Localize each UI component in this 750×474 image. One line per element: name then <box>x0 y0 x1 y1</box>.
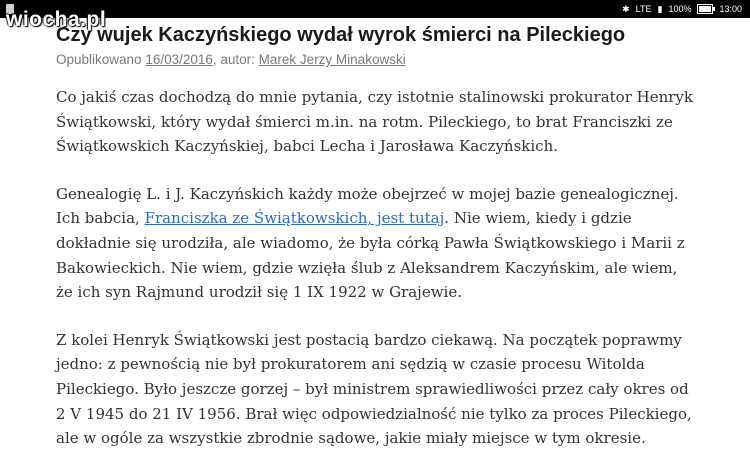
status-bar <box>0 0 750 18</box>
text-line: Bakowieckich. Nie wiem, gdzie wzięła ślub z Aleksandrem Kaczyńskim, ale wiem, <box>56 258 678 277</box>
article-meta <box>56 52 406 67</box>
text-line: Z kolei Henryk Świątkowski jest postacią bardzo ciekawą. Na początek poprawmy <box>56 330 682 349</box>
text-line: 2 V 1945 do 21 IV 1956. Brał więc odpowiedzialność nie tylko za proces Pileckiego, <box>56 404 692 423</box>
text-line: Co jakiś czas dochodzą do mnie pytania, czy istotnie stalinowski prokurator Henryk <box>56 88 693 106</box>
battery-icon <box>697 4 713 14</box>
signal-icon: ▮ <box>657 4 663 14</box>
paragraph-2 <box>56 182 746 305</box>
text-line: Ich babcia, <box>56 209 145 228</box>
watermark-logo: wiocha.pl <box>6 8 107 31</box>
clock: 13:00 <box>719 4 742 14</box>
text-line: Genealogię L. i J. Kaczyńskich każdy może obejrzeć w mojej bazie genealogicznej. <box>56 184 679 203</box>
text-line: dokładnie się urodziła, ale wiadomo, że była córką Pawła Świątkowskiego i Marii z <box>56 233 685 252</box>
author-link[interactable]: Marek Jerzy Minakowski <box>258 52 406 67</box>
article-title: Czy wujek Kaczyńskiego wydał wyrok śmierci na Pileckiego <box>56 24 626 46</box>
paragraph-3 <box>56 328 746 451</box>
publish-date-link[interactable]: 16/03/2016 <box>145 52 213 67</box>
text-line: jedno: z pewnością nie był prokuratorem ani sędzią w czasie procesu Witolda <box>56 355 645 374</box>
bluetooth-icon: ✱ <box>622 4 630 14</box>
genealogy-link[interactable]: Franciszka ze Świątkowskich, jest tutaj <box>144 209 445 228</box>
battery-percent: 100% <box>668 4 692 14</box>
text-line: ale w ogóle za wszystkie zbrodnie sądowe, jakie miały miejsce w tym okresie. <box>56 429 646 448</box>
text-line: Świątkowski, który wydał śmierci m.in. na rotm. Pileckiego, to brat Franciszki ze <box>56 112 673 131</box>
status-icons <box>622 2 742 16</box>
text-line: Świątkowskich Kaczyńskiej, babci Lecha i Jarosława Kaczyńskich. <box>56 137 558 156</box>
text-line: . Nie wiem, kiedy i gdzie <box>444 209 632 228</box>
meta-separator: , autor: <box>212 52 259 67</box>
article-body <box>56 85 746 474</box>
paragraph-1 <box>56 85 746 159</box>
network-type-label: LTE <box>635 4 652 14</box>
text-line: że ich syn Rajmund urodził się 1 IX 1922 w Grajewie. <box>56 283 462 302</box>
text-line: Pileckiego. Było jeszcze gorzej – był ministrem sprawiedliwości przez cały okres od <box>56 379 689 398</box>
meta-prefix: Opublikowano <box>56 52 146 67</box>
